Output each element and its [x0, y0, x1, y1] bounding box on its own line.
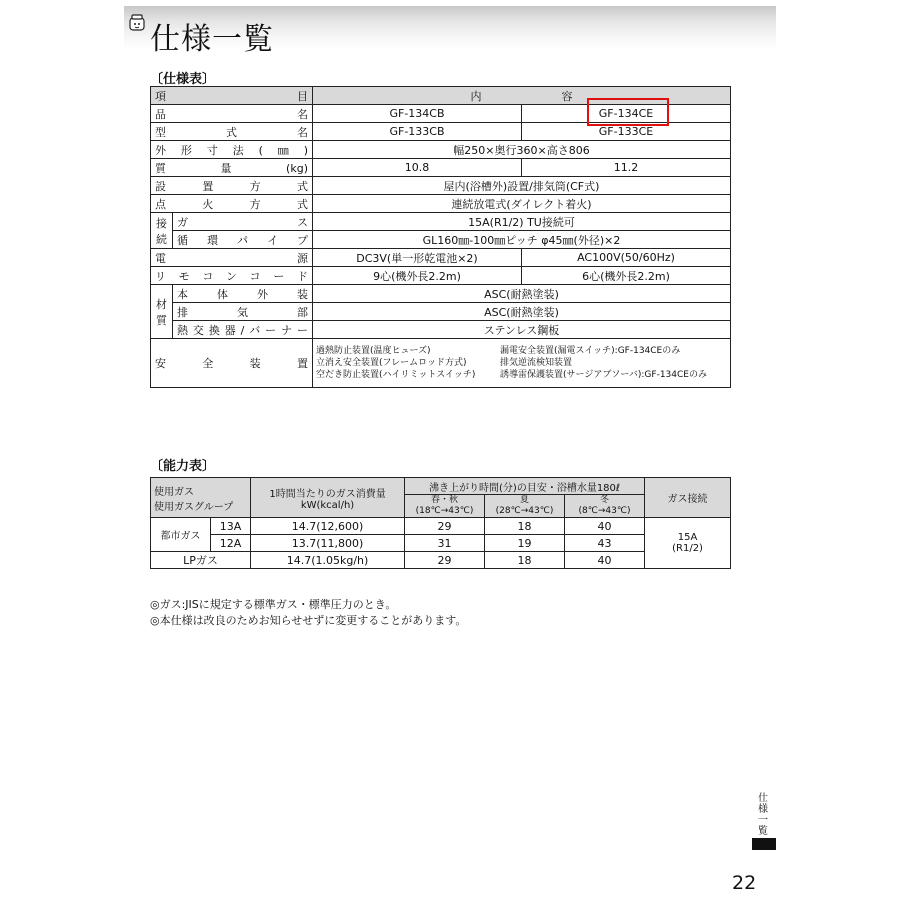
summer-value: 18 [485, 518, 565, 535]
season-label: 夏 [520, 495, 530, 505]
safety-right-list [500, 345, 727, 381]
spec-value: 屋内(浴槽外)設置/排気筒(CF式) [313, 177, 731, 195]
spec-row-install [151, 177, 731, 195]
consumption-value: 14.7(12,600) [251, 518, 405, 535]
winter-value: 40 [565, 552, 645, 569]
spec-label: 外形寸法(㎜) [151, 141, 313, 159]
spec-value: ASC(耐熱塗装) [313, 285, 731, 303]
spec-value: 15A(R1/2) TU接続可 [313, 213, 731, 231]
spec-row-body [151, 285, 731, 303]
spec-row-dims [151, 141, 731, 159]
safety-item: 誘導雷保護装置(サージアブソーバ):GF-134CEのみ [500, 370, 707, 380]
spec-value: ASC(耐熱塗装) [313, 303, 731, 321]
spec-section-title: 〔仕様表〕 [150, 72, 216, 87]
spec-group-label: 接続 [151, 213, 173, 249]
spec-value: GF-134CE [522, 105, 731, 123]
safety-item: 空だき防止装置(ハイリミットスイッチ) [316, 370, 476, 380]
highlight-box [587, 98, 669, 126]
spec-row-power [151, 249, 731, 267]
capacity-row [151, 535, 731, 552]
side-tab-bar [752, 838, 776, 850]
spec-label: リモコンコード [151, 267, 313, 285]
safety-item: 立消え安全装置(フレームロッド方式) [316, 358, 467, 368]
consumption-value: 14.7(1.05kg/h) [251, 552, 405, 569]
gas-group: LPガス [151, 552, 251, 569]
gas-group: 13A [211, 518, 251, 535]
winter-value: 43 [565, 535, 645, 552]
spec-value: GF-133CE [522, 123, 731, 141]
spring-value: 29 [405, 518, 485, 535]
capacity-head-consumption [251, 478, 405, 518]
page-number: 22 [732, 872, 757, 894]
spec-row-safety [151, 339, 731, 388]
gas-group: 12A [211, 535, 251, 552]
spec-row-hx [151, 321, 731, 339]
spec-label: 本体外装 [173, 285, 313, 303]
gas-connection-value [645, 518, 731, 569]
season-label: 春・秋 [431, 495, 459, 505]
capacity-section-title: 〔能力表〕 [150, 459, 216, 474]
spec-value: 連続放電式(ダイレクト着火) [313, 195, 731, 213]
capacity-header-row [151, 478, 731, 495]
spec-table [150, 86, 731, 388]
spec-label: 質量(kg) [151, 159, 313, 177]
safety-item: 排気逆流検知装置 [500, 358, 573, 368]
spec-value: GF-134CB [313, 105, 522, 123]
spec-row-gas [151, 213, 731, 231]
summer-value: 19 [485, 535, 565, 552]
city-gas-label: 都市ガス [151, 518, 211, 552]
spec-head-content2: 容 [561, 89, 573, 103]
season-label: 冬 [600, 495, 610, 505]
spec-value: 10.8 [313, 159, 522, 177]
spec-row-mass [151, 159, 731, 177]
spec-label: 設置方式 [151, 177, 313, 195]
spec-label: 排気部 [173, 303, 313, 321]
spec-value: 11.2 [522, 159, 731, 177]
season-range: (28℃→43℃) [495, 506, 554, 516]
head-consumption-unit: kW(kcal/h) [300, 499, 355, 511]
season-range: (18℃→43℃) [415, 506, 474, 516]
head-consumption-label: 1時間当たりのガス消費量 [269, 488, 386, 500]
spec-label: 点火方式 [151, 195, 313, 213]
capacity-head-winter [565, 495, 645, 518]
consumption-value: 13.7(11,800) [251, 535, 405, 552]
spec-value: AC100V(50/60Hz) [522, 249, 731, 267]
head-gas-label: 使用ガス [154, 486, 194, 498]
spec-row-exhaust [151, 303, 731, 321]
side-tab-label: 仕様一覧 [758, 793, 768, 837]
winter-value: 40 [565, 518, 645, 535]
safety-item: 過熱防止装置(温度ヒューズ) [316, 346, 431, 356]
spec-row-pipe [151, 231, 731, 249]
spec-head-content1: 内 [470, 89, 482, 103]
note-gas: ◎ガス:JISに規定する標準ガス・標準圧力のとき。 [150, 598, 397, 611]
spec-value: 幅250×奥行360×高さ806 [313, 141, 731, 159]
spec-value: GF-133CB [313, 123, 522, 141]
summer-value: 18 [485, 552, 565, 569]
spec-label: ガス [173, 213, 313, 231]
spec-label: 安全装置 [151, 339, 313, 388]
spec-row-ignition [151, 195, 731, 213]
spec-row-remote [151, 267, 731, 285]
mascot-icon [128, 14, 146, 32]
spec-value: 9心(機外長2.2m) [313, 267, 522, 285]
capacity-row [151, 552, 731, 569]
capacity-head-connection: ガス接続 [645, 478, 731, 518]
capacity-table [150, 477, 731, 569]
spec-label: 熱交換器/バーナー [173, 321, 313, 339]
spec-value-safety [313, 339, 731, 388]
spring-value: 29 [405, 552, 485, 569]
connection-size: 15A [677, 532, 698, 543]
page-title: 仕様一覧 [150, 22, 274, 57]
note-change: ◎本仕様は改良のためお知らせせずに変更することがあります。 [150, 614, 467, 627]
spec-label: 型式名 [151, 123, 313, 141]
season-range: (8℃→43℃) [578, 506, 631, 516]
spec-label: 品名 [151, 105, 313, 123]
capacity-row [151, 518, 731, 535]
spec-value: DC3V(単一形乾電池×2) [313, 249, 522, 267]
spec-label: 電源 [151, 249, 313, 267]
spring-value: 31 [405, 535, 485, 552]
spec-group-label: 材質 [151, 285, 173, 339]
safety-left-list [316, 345, 500, 381]
head-gas-group-label: 使用ガスグループ [154, 501, 234, 513]
capacity-head-reheat: 沸き上がり時間(分)の目安・浴槽水量180ℓ [405, 478, 645, 495]
spec-value: 6心(機外長2.2m) [522, 267, 731, 285]
safety-item: 漏電安全装置(漏電スイッチ):GF-134CEのみ [500, 346, 681, 356]
spec-head-item: 項目 [151, 87, 313, 105]
spec-label: 循環パイプ [173, 231, 313, 249]
capacity-head-summer [485, 495, 565, 518]
capacity-head-spring [405, 495, 485, 518]
spec-value: ステンレス鋼板 [313, 321, 731, 339]
connection-thread: (R1/2) [672, 543, 703, 554]
capacity-head-gas [151, 478, 251, 518]
spec-value: GL160㎜-100㎜ピッチ φ45㎜(外径)×2 [313, 231, 731, 249]
